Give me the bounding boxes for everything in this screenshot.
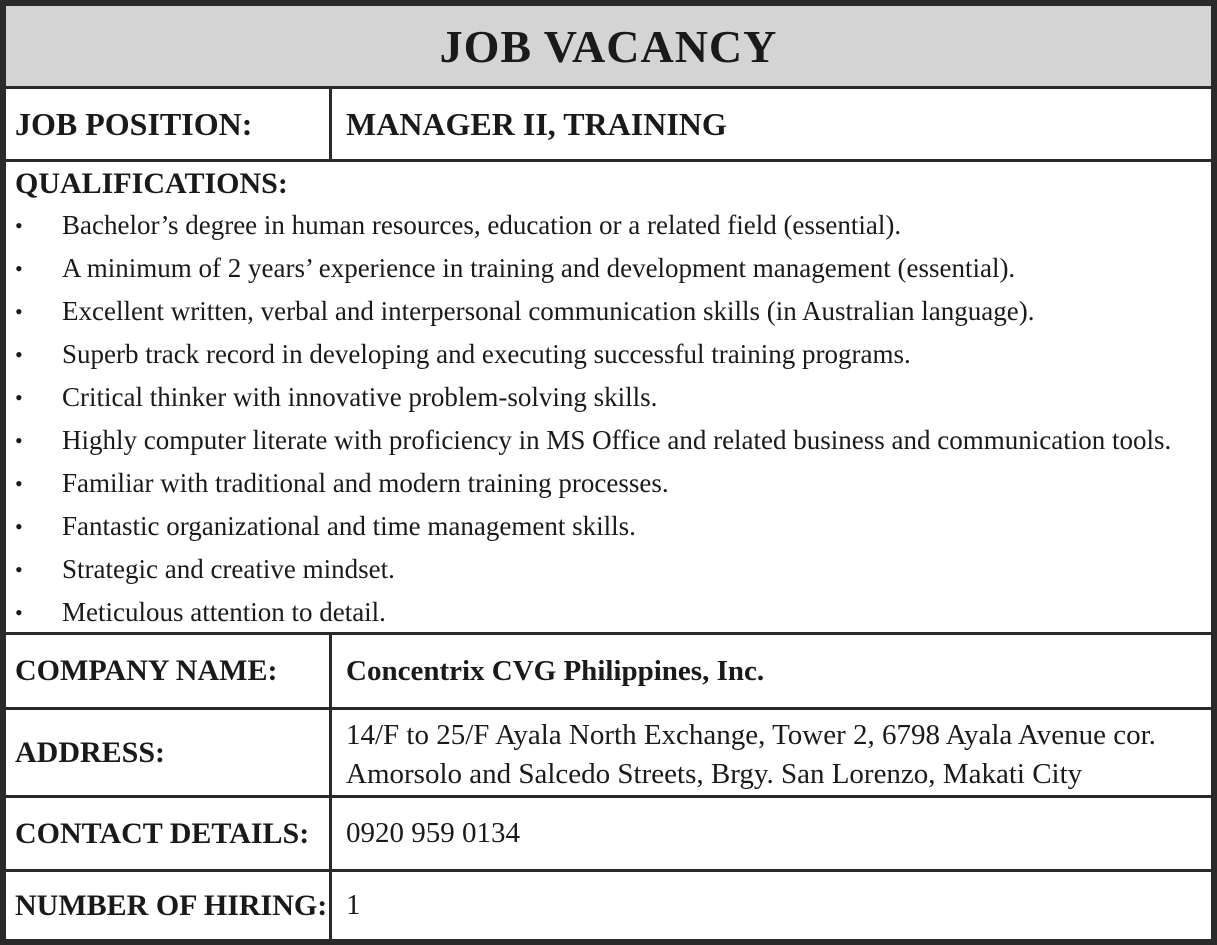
qualification-text: Meticulous attention to detail. — [62, 597, 386, 627]
bullet-icon: • — [15, 299, 23, 324]
qualifications-section — [6, 162, 1211, 635]
list-item — [15, 505, 1211, 548]
list-item — [15, 204, 1211, 247]
bullet-icon: • — [15, 256, 23, 281]
address-value — [332, 710, 1211, 795]
company-label: COMPANY NAME: — [6, 635, 332, 707]
bullet-icon: • — [15, 514, 23, 539]
qualification-text: Highly computer literate with proficiency in MS Office and related business and communication tools. — [62, 425, 1172, 455]
address-line-2: Amorsolo and Salcedo Streets, Brgy. San Lorenzo, Makati City — [346, 758, 1083, 790]
bullet-icon: • — [15, 557, 23, 582]
bullet-icon: • — [15, 600, 23, 625]
qualification-text: Strategic and creative mindset. — [62, 554, 395, 584]
qualifications-label: QUALIFICATIONS: — [15, 167, 288, 200]
bullet-icon: • — [15, 213, 23, 238]
bullet-icon: • — [15, 428, 23, 453]
company-value: Concentrix CVG Philippines, Inc. — [346, 654, 765, 687]
company-row — [6, 635, 1211, 710]
contact-row — [6, 798, 1211, 872]
address-label: ADDRESS: — [6, 710, 332, 795]
qualification-text: Familiar with traditional and modern training processes. — [62, 468, 669, 498]
list-item — [15, 290, 1211, 333]
title-bar — [6, 6, 1211, 89]
hiring-label: NUMBER OF HIRING: — [6, 872, 332, 939]
hiring-value: 1 — [346, 889, 361, 921]
qualification-text: Fantastic organizational and time management skills. — [62, 511, 636, 541]
job-position-label: JOB POSITION: — [6, 89, 332, 159]
hiring-row — [6, 872, 1211, 939]
job-position-value: MANAGER II, TRAINING — [346, 105, 727, 142]
qualification-text: Excellent written, verbal and interpersonal communication skills (in Australian language). — [62, 296, 1035, 326]
address-row — [6, 710, 1211, 798]
list-item — [15, 462, 1211, 505]
list-item — [15, 376, 1211, 419]
page-title: JOB VACANCY — [439, 20, 778, 72]
list-item — [15, 419, 1211, 462]
contact-label: CONTACT DETAILS: — [6, 798, 332, 869]
bullet-icon: • — [15, 342, 23, 367]
job-position-row — [6, 89, 1211, 162]
qualification-text: Critical thinker with innovative problem-solving skills. — [62, 382, 658, 412]
list-item — [15, 333, 1211, 376]
list-item — [15, 591, 1211, 634]
qualification-text: Bachelor’s degree in human resources, education or a related field (essential). — [62, 210, 902, 240]
contact-value: 0920 959 0134 — [346, 817, 520, 849]
bullet-icon: • — [15, 385, 23, 410]
qualifications-list — [15, 204, 1211, 634]
qualification-text: Superb track record in developing and executing successful training programs. — [62, 339, 911, 369]
address-line-1: 14/F to 25/F Ayala North Exchange, Tower 2, 6798 Ayala Avenue cor. — [346, 719, 1156, 751]
bullet-icon: • — [15, 471, 23, 496]
qualification-text: A minimum of 2 years’ experience in training and development management (essential). — [62, 253, 1016, 283]
list-item — [15, 548, 1211, 591]
list-item — [15, 247, 1211, 290]
